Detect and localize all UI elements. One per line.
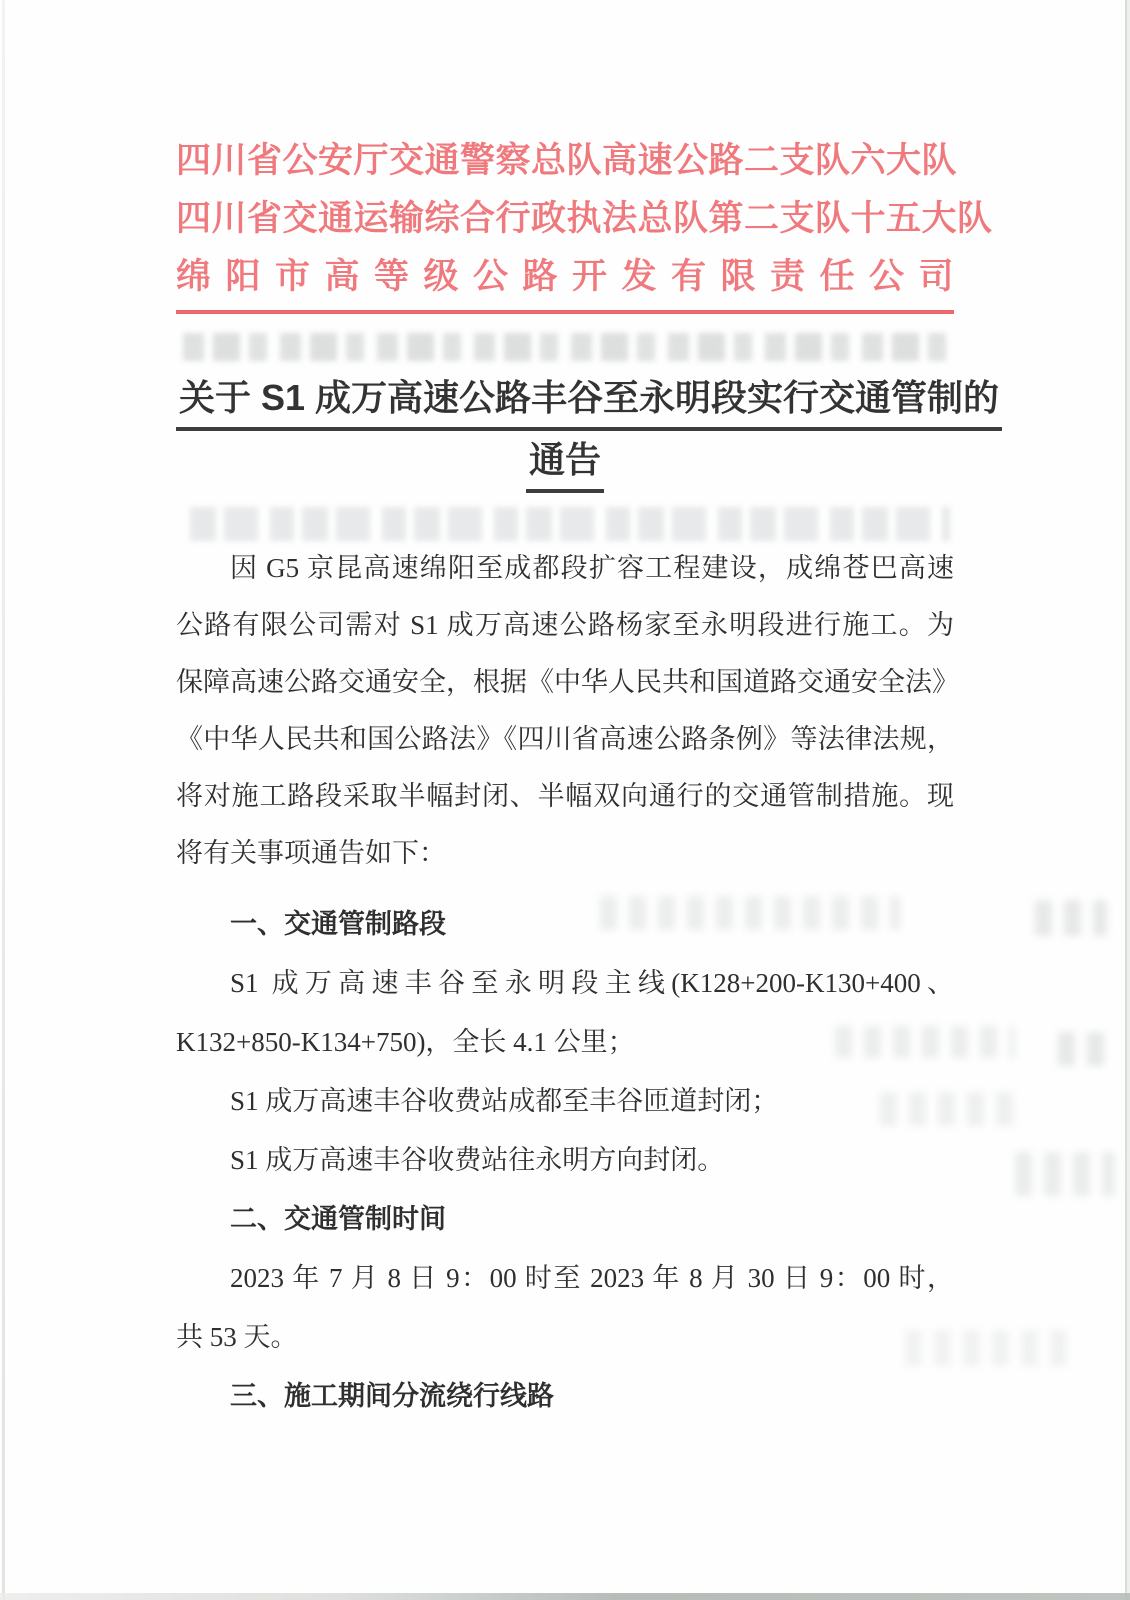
notice-body (176, 540, 959, 1426)
issuing-authority-line: 四川省公安厅交通警察总队高速公路二支队六大队 (176, 141, 958, 180)
notice-title-line-2 (176, 432, 954, 494)
notice-title-line-1 (176, 370, 1000, 432)
scan-edge-left (2, 0, 5, 1600)
body-line: K132+850-K134+750)，全长 4.1 公里； (176, 1027, 635, 1057)
body-line: S1 成万高速丰谷收费站往永明方向封闭。 (230, 1145, 725, 1175)
section-heading-3: 三、施工期间分流绕行线路 (230, 1381, 554, 1411)
body-line: 共 53 天。 (176, 1322, 298, 1352)
body-line: 公路有限公司需对 S1 成万高速公路杨家至永明段进行施工。为 (176, 610, 954, 640)
notice-title (176, 370, 1000, 494)
bleed-through-spot (1058, 1032, 1116, 1066)
letterhead-red-rule (176, 310, 954, 314)
bleed-through-spot (1035, 900, 1107, 936)
notice-title-text-2: 通告 (526, 432, 604, 493)
issuing-authority-line: 四川省交通运输综合行政执法总队第二支队十五大队 (176, 199, 993, 238)
body-line: 将对施工路段采取半幅封闭、半幅双向通行的交通管制措施。现 (176, 781, 954, 811)
issuing-authority-line: 绵阳市高等级公路开发有限责任公司 (176, 257, 954, 296)
bleed-through-spot (1015, 1152, 1115, 1196)
body-line: 2023 年 7 月 8 日 9：00 时至 2023 年 8 月 30 日 9：00 时， (230, 1263, 954, 1293)
letterhead (176, 0, 993, 314)
body-line: 因 G5 京昆高速绵阳至成都段扩容工程建设，成绵苍巴高速 (230, 553, 954, 583)
body-line: S1 成万高速丰谷至永明段主线(K128+200-K130+400、 (230, 968, 954, 998)
section-heading-1: 一、交通管制路段 (230, 909, 446, 939)
body-line: S1 成万高速丰谷收费站成都至丰谷匝道封闭； (230, 1086, 779, 1116)
body-line: 《中华人民共和国公路法》《四川省高速公路条例》等法律法规， (176, 724, 954, 754)
section-heading-2: 二、交通管制时间 (230, 1204, 446, 1234)
body-line: 保障高速公路交通安全，根据《中华人民共和国道路交通安全法》 (176, 667, 959, 697)
scan-edge-right (1125, 0, 1127, 1600)
scan-edge-bottom (0, 1593, 1130, 1600)
document-content (176, 0, 1000, 1426)
notice-title-text-1: 关于 S1 成万高速公路丰谷至永明段实行交通管制的 (176, 370, 1002, 431)
body-line: 将有关事项通告如下： (176, 838, 446, 868)
